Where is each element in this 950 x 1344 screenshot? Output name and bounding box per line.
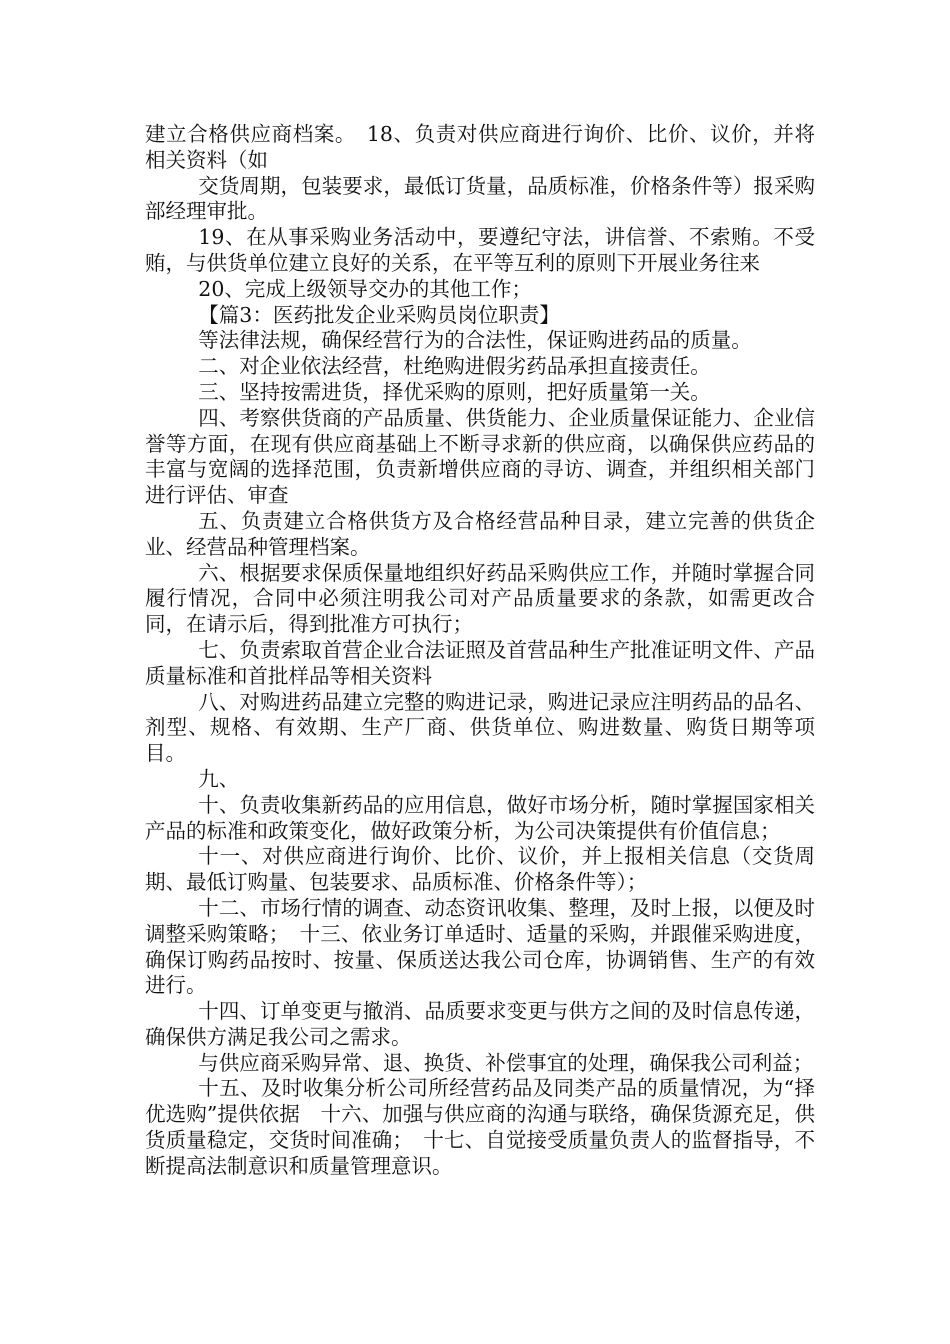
paragraph-6: 等法律法规，确保经营行为的合法性，保证购进药品的质量。 [198,328,752,353]
paragraph-14: 九、 [198,766,240,791]
paragraph-20: 十五、及时收集分析公司所经营药品及同类产品的质量情况，为“择优选购”提供依据 十六、加强与供应商的沟通与联络，确保货源充足，供货质量稳定，交货时间准确； 十七、自觉接受质量负责人的监督指导，不断提高法制意识和质量管理意识。 [145,1076,815,1178]
paragraph-16: 十一、对供应商进行询价、比价、议价，并上报相关信息（交货周期、最低订购量、包装要求、品质标准、价格条件等）； [145,844,815,895]
paragraph-8: 三、坚持按需进货，择优采购的原则，把好质量第一关。 [198,379,711,404]
paragraph-12: 七、负责索取首营企业合法证照及首营品种生产批准证明文件、产品质量标准和首批样品等相关资料 [145,637,815,688]
paragraph-7: 二、对企业依法经营，杜绝购进假劣药品承担直接责任。 [198,354,711,379]
paragraph-10: 五、负责建立合格供货方及合格经营品种目录，建立完善的供货企业、经营品种管理档案。 [145,508,815,559]
paragraph-19: 与供应商采购异常、退、换货、补偿事宜的处理，确保我公司利益； [198,1050,814,1075]
paragraph-9: 四、考察供货商的产品质量、供货能力、企业质量保证能力、企业信誉等方面，在现有供应商基础上不断寻求新的供应商，以确保供应药品的丰富与宽阔的选择范围，负责新增供应商的寻访、调查，并组织相关部门进行评估、审查 [145,405,815,508]
paragraph-2: 交货周期，包装要求，最低订货量，品质标准，价格条件等）报采购部经理审批。 [145,173,815,224]
paragraph-3: 19、在从事采购业务活动中，要遵纪守法，讲信誉、不索贿。不受贿，与供货单位建立良好的关系，在平等互利的原则下开展业务往来 [145,225,815,275]
paragraph-11: 六、根据要求保质保量地组织好药品采购供应工作，并随时掌握合同履行情况，合同中必须注明我公司对产品质量要求的条款，如需更改合同，在请示后，得到批准方可执行； [145,560,815,637]
paragraph-17: 十二、市场行情的调查、动态资讯收集、整理，及时上报，以便及时调整采购策略； 十三、依业务订单适时、适量的采购，并跟催采购进度，确保订购药品按时、按量、保质送达我公司仓库，协调销售、生产的有效进行。 [145,895,815,998]
paragraph-13: 八、对购进药品建立完整的购进记录，购进记录应注明药品的品名、剂型、规格、有效期、生产厂商、供货单位、购进数量、购货日期等项目。 [145,689,815,766]
paragraph-1: 建立合格供应商档案。 18、负责对供应商进行询价、比价、议价，并将相关资料（如 [145,122,815,172]
paragraph-18: 十四、订单变更与撤消、品质要求变更与供方之间的及时信息传递，确保供方满足我公司之需求。 [145,999,815,1049]
paragraph-4: 20、完成上级领导交办的其他工作； [198,276,532,301]
document-body [145,122,815,1180]
paragraph-15: 十、负责收集新药品的应用信息，做好市场分析，随时掌握国家相关产品的标准和政策变化，做好政策分析，为公司决策提供有价值信息； [145,792,815,843]
section-heading: 【篇3：医药批发企业采购员岗位职责】 [198,302,560,327]
